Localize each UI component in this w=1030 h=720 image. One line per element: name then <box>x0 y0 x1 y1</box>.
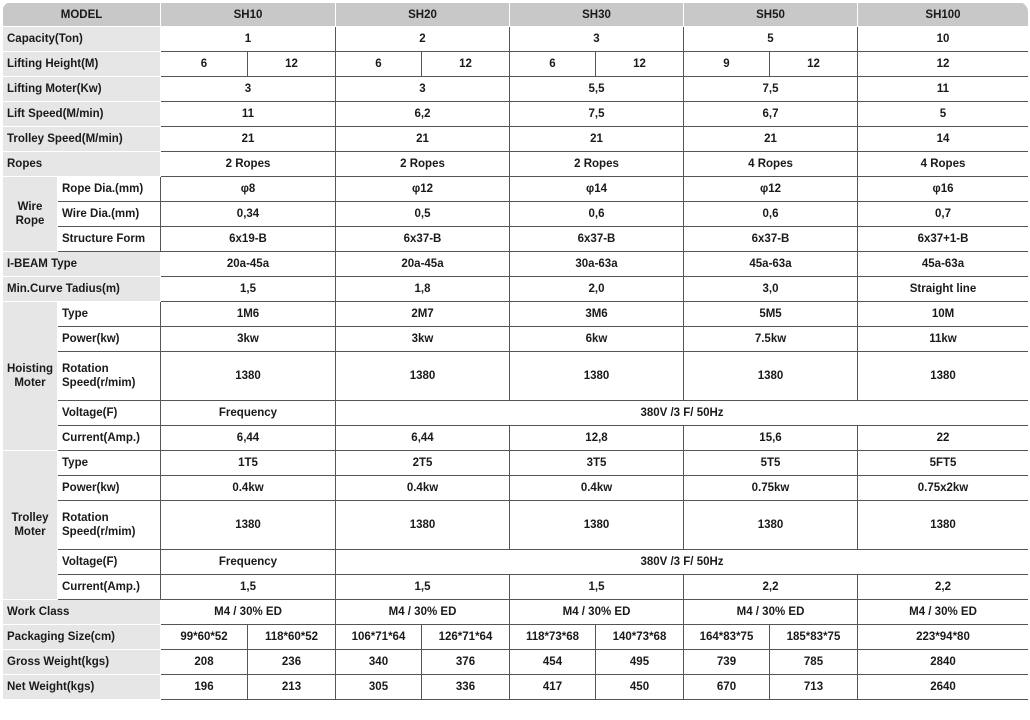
model-sh10: SH10 <box>161 3 336 27</box>
cell: 6,44 <box>336 426 510 451</box>
row-label: Ropes <box>3 152 161 177</box>
cell: 126*71*64 <box>422 625 510 650</box>
cell: 20a-45a <box>336 252 510 277</box>
cell: 10 <box>858 27 1029 52</box>
cell: 208 <box>161 650 248 675</box>
cell: 45a-63a <box>684 252 858 277</box>
row-hoisting-power <box>3 327 1029 352</box>
model-sh30: SH30 <box>510 3 684 27</box>
cell: 1,5 <box>161 277 336 302</box>
cell: 106*71*64 <box>336 625 422 650</box>
cell: 6kw <box>510 327 684 352</box>
cell: 2640 <box>858 675 1029 700</box>
cell: 7,5 <box>684 77 858 102</box>
cell: 1T5 <box>161 451 336 476</box>
cell: 6x37+1-B <box>858 227 1029 252</box>
row-hoisting-current <box>3 426 1029 451</box>
cell: φ12 <box>684 177 858 202</box>
spec-table <box>2 2 1028 700</box>
cell: 380V /3 F/ 50Hz <box>336 550 1029 575</box>
cell: M4 / 30% ED <box>510 600 684 625</box>
row-trolley-type <box>3 451 1029 476</box>
cell: 1380 <box>684 501 858 550</box>
cell: 6 <box>336 52 422 77</box>
cell: 223*94*80 <box>858 625 1029 650</box>
cell: 6x37-B <box>510 227 684 252</box>
row-label: Power(kw) <box>58 476 161 501</box>
cell: 0.4kw <box>510 476 684 501</box>
cell: 5T5 <box>684 451 858 476</box>
group-trolley-moter: Trolley Moter <box>3 451 58 600</box>
cell: M4 / 30% ED <box>684 600 858 625</box>
cell: 4 Ropes <box>858 152 1029 177</box>
cell: 3 <box>336 77 510 102</box>
row-packaging-size <box>3 625 1029 650</box>
cell: 11 <box>858 77 1029 102</box>
cell: φ14 <box>510 177 684 202</box>
cell: 0.75x2kw <box>858 476 1029 501</box>
cell: 5M5 <box>684 302 858 327</box>
cell: 21 <box>336 127 510 152</box>
header-row <box>3 3 1029 27</box>
cell: 20a-45a <box>161 252 336 277</box>
row-trolley-speed <box>3 127 1029 152</box>
cell: φ12 <box>336 177 510 202</box>
cell: Frequency <box>161 401 336 426</box>
row-trolley-current <box>3 575 1029 600</box>
cell: φ16 <box>858 177 1029 202</box>
cell: 2T5 <box>336 451 510 476</box>
cell: 2 Ropes <box>161 152 336 177</box>
row-hoisting-rotation <box>3 352 1029 401</box>
cell: 3 <box>510 27 684 52</box>
cell: 22 <box>858 426 1029 451</box>
cell: 3M6 <box>510 302 684 327</box>
model-header: MODEL <box>3 3 161 27</box>
cell: 6x19-B <box>161 227 336 252</box>
cell: M4 / 30% ED <box>858 600 1029 625</box>
cell: 2 Ropes <box>510 152 684 177</box>
cell: 1,5 <box>161 575 336 600</box>
cell: 15,6 <box>684 426 858 451</box>
row-wire-dia <box>3 202 1029 227</box>
cell: 185*83*75 <box>770 625 858 650</box>
cell: 14 <box>858 127 1029 152</box>
cell: 1380 <box>858 501 1029 550</box>
row-lifting-height <box>3 52 1029 77</box>
cell: 0,6 <box>510 202 684 227</box>
cell: 3kw <box>161 327 336 352</box>
cell: 1,8 <box>336 277 510 302</box>
cell: 454 <box>510 650 596 675</box>
row-capacity <box>3 27 1029 52</box>
cell: 3 <box>161 77 336 102</box>
cell: 1380 <box>510 501 684 550</box>
cell: 0,6 <box>684 202 858 227</box>
cell: 118*60*52 <box>248 625 336 650</box>
cell: 7.5kw <box>684 327 858 352</box>
cell: 713 <box>770 675 858 700</box>
row-label: Min.Curve Tadius(m) <box>3 277 161 302</box>
row-label: Rotation Speed(r/mim) <box>58 352 161 401</box>
model-sh100: SH100 <box>858 3 1029 27</box>
cell: 670 <box>684 675 770 700</box>
cell: 10M <box>858 302 1029 327</box>
cell: 2,2 <box>858 575 1029 600</box>
cell: 5 <box>858 102 1029 127</box>
cell: 11kw <box>858 327 1029 352</box>
row-rope-dia <box>3 177 1029 202</box>
cell: 1380 <box>510 352 684 401</box>
cell: 2 <box>336 27 510 52</box>
cell: 5FT5 <box>858 451 1029 476</box>
cell: 2,2 <box>684 575 858 600</box>
cell: 1380 <box>858 352 1029 401</box>
row-ibeam <box>3 252 1029 277</box>
row-label: Type <box>58 302 161 327</box>
cell: 30a-63a <box>510 252 684 277</box>
cell: 6x37-B <box>336 227 510 252</box>
cell: 0,7 <box>858 202 1029 227</box>
cell: 450 <box>596 675 684 700</box>
cell: 2840 <box>858 650 1029 675</box>
cell: 4 Ropes <box>684 152 858 177</box>
row-gross-weight <box>3 650 1029 675</box>
cell: 376 <box>422 650 510 675</box>
cell: M4 / 30% ED <box>336 600 510 625</box>
cell: 196 <box>161 675 248 700</box>
cell: 12 <box>770 52 858 77</box>
cell: 336 <box>422 675 510 700</box>
cell: 12 <box>858 52 1029 77</box>
model-sh50: SH50 <box>684 3 858 27</box>
cell: 2,0 <box>510 277 684 302</box>
cell: 236 <box>248 650 336 675</box>
cell: 3T5 <box>510 451 684 476</box>
row-trolley-rotation <box>3 501 1029 550</box>
cell: 12 <box>422 52 510 77</box>
cell: 12,8 <box>510 426 684 451</box>
cell: 12 <box>596 52 684 77</box>
cell: 0.4kw <box>336 476 510 501</box>
cell: 1,5 <box>336 575 510 600</box>
row-work-class <box>3 600 1029 625</box>
row-label: Structure Form <box>58 227 161 252</box>
cell: 7,5 <box>510 102 684 127</box>
cell: 21 <box>510 127 684 152</box>
cell: 1380 <box>161 352 336 401</box>
cell: 1380 <box>161 501 336 550</box>
group-hoisting-moter: Hoisting Moter <box>3 302 58 451</box>
row-label: Type <box>58 451 161 476</box>
cell: 0.75kw <box>684 476 858 501</box>
row-label: Lifting Moter(Kw) <box>3 77 161 102</box>
row-label: I-BEAM Type <box>3 252 161 277</box>
spec-table-container <box>2 2 1028 716</box>
cell: 417 <box>510 675 596 700</box>
row-label: Voltage(F) <box>58 401 161 426</box>
row-lift-speed <box>3 102 1029 127</box>
cell: Frequency <box>161 550 336 575</box>
row-label: Gross Weight(kgs) <box>3 650 161 675</box>
row-label: Power(kw) <box>58 327 161 352</box>
cell: 21 <box>684 127 858 152</box>
row-hoisting-voltage <box>3 401 1029 426</box>
cell: 45a-63a <box>858 252 1029 277</box>
cell: 1 <box>161 27 336 52</box>
row-label: Wire Dia.(mm) <box>58 202 161 227</box>
row-label: Work Class <box>3 600 161 625</box>
row-label: Trolley Speed(M/min) <box>3 127 161 152</box>
cell: 140*73*68 <box>596 625 684 650</box>
cell: 1380 <box>684 352 858 401</box>
cell: 5 <box>684 27 858 52</box>
cell: 21 <box>161 127 336 152</box>
cell: 6x37-B <box>684 227 858 252</box>
row-hoisting-type <box>3 302 1029 327</box>
cell: 5,5 <box>510 77 684 102</box>
cell: 495 <box>596 650 684 675</box>
row-label: Current(Amp.) <box>58 575 161 600</box>
cell: 305 <box>336 675 422 700</box>
cell: 1380 <box>336 352 510 401</box>
cell: 164*83*75 <box>684 625 770 650</box>
cell: 6,44 <box>161 426 336 451</box>
row-label: Current(Amp.) <box>58 426 161 451</box>
cell: 99*60*52 <box>161 625 248 650</box>
row-ropes <box>3 152 1029 177</box>
cell: M4 / 30% ED <box>161 600 336 625</box>
row-label: Lifting Height(M) <box>3 52 161 77</box>
cell: 2 Ropes <box>336 152 510 177</box>
cell: 340 <box>336 650 422 675</box>
cell: 380V /3 F/ 50Hz <box>336 401 1029 426</box>
cell: 1380 <box>336 501 510 550</box>
row-trolley-voltage <box>3 550 1029 575</box>
cell: 213 <box>248 675 336 700</box>
row-lifting-motor <box>3 77 1029 102</box>
row-label: Rope Dia.(mm) <box>58 177 161 202</box>
cell: φ8 <box>161 177 336 202</box>
row-label: Lift Speed(M/min) <box>3 102 161 127</box>
row-net-weight <box>3 675 1029 700</box>
row-trolley-power <box>3 476 1029 501</box>
cell: 3kw <box>336 327 510 352</box>
cell: 11 <box>161 102 336 127</box>
row-label: Capacity(Ton) <box>3 27 161 52</box>
row-label: Net Weight(kgs) <box>3 675 161 700</box>
row-min-curve <box>3 277 1029 302</box>
cell: 3,0 <box>684 277 858 302</box>
cell: 2M7 <box>336 302 510 327</box>
cell: 12 <box>248 52 336 77</box>
cell: 118*73*68 <box>510 625 596 650</box>
cell: 6 <box>161 52 248 77</box>
cell: 0,34 <box>161 202 336 227</box>
cell: 9 <box>684 52 770 77</box>
row-label: Packaging Size(cm) <box>3 625 161 650</box>
cell: 6,7 <box>684 102 858 127</box>
cell: 0,5 <box>336 202 510 227</box>
row-label: Rotation Speed(r/mim) <box>58 501 161 550</box>
cell: 785 <box>770 650 858 675</box>
cell: Straight line <box>858 277 1029 302</box>
row-label: Voltage(F) <box>58 550 161 575</box>
row-structure-form <box>3 227 1029 252</box>
cell: 6,2 <box>336 102 510 127</box>
model-sh20: SH20 <box>336 3 510 27</box>
cell: 1M6 <box>161 302 336 327</box>
cell: 0.4kw <box>161 476 336 501</box>
cell: 739 <box>684 650 770 675</box>
group-wire-rope: Wire Rope <box>3 177 58 252</box>
cell: 6 <box>510 52 596 77</box>
cell: 1,5 <box>510 575 684 600</box>
